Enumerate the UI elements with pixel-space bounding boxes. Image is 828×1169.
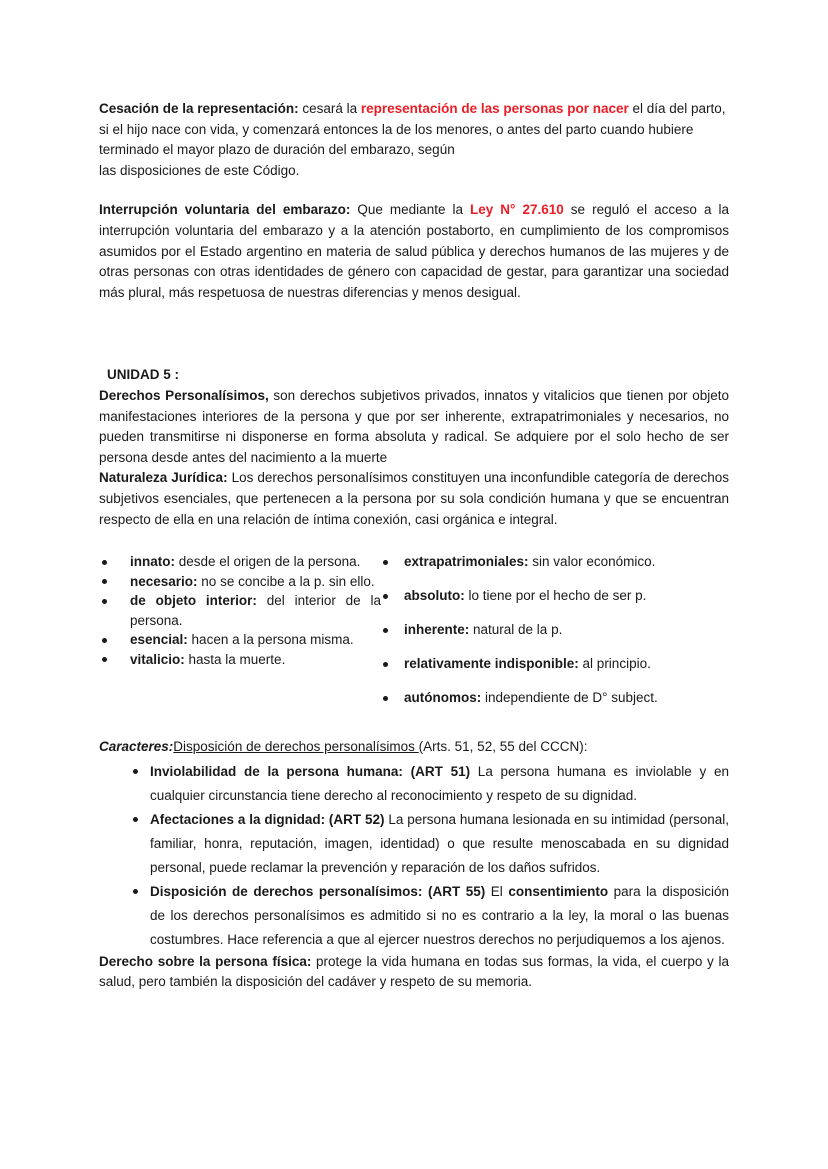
articulos-list	[99, 760, 729, 952]
articulo-desc: La persona humana es inviolable y en cualquier circunstancia tiene derecho al reconocimiento y respeto de su dignidad.	[150, 763, 729, 803]
cesacion-red-highlight: representación de las personas por nacer	[360, 101, 629, 116]
term-label: relativamente indisponible:	[404, 656, 579, 672]
interrupcion-heading: Interrupción voluntaria del embarazo:	[99, 202, 351, 218]
caracteristicas-left-list	[99, 552, 381, 669]
spacer	[99, 181, 729, 200]
caracteres-underlined: Disposición de derechos personalísimos	[173, 739, 419, 755]
paragraph-naturaleza-juridica	[99, 468, 729, 530]
caracteres-line	[99, 737, 729, 758]
derecho-persona-fisica-heading: Derecho sobre la persona física:	[99, 953, 312, 969]
term-label: vitalicio:	[130, 651, 185, 667]
list-item	[99, 572, 381, 592]
naturaleza-juridica-text: Los derechos personalísimos constituyen una inconfundible categoría de derechos subjetivos esenciales, que pertenecen a la persona por su sola condición humana y que se encuentran respecto de ella en una relación de íntima conexión, casi orgánica e integral.	[99, 470, 729, 527]
term-desc: natural de la p.	[469, 622, 563, 638]
spacer	[99, 722, 729, 737]
list-item	[99, 650, 381, 670]
list-item	[99, 880, 729, 952]
cesacion-text-after: el día del parto, si el hijo nace con vida, y comenzará entonces la de los menores, o antes del parto cuando hubiere terminado el mayor plazo de duración del embarazo, según	[99, 101, 726, 158]
caracteristicas-columns	[99, 552, 729, 722]
term-label: autónomos:	[404, 690, 482, 706]
derechos-personalisimos-text: son derechos subjetivos privados, innatos y vitalicios que tienen por objeto manifestaciones interiores de la persona y que por ser inherente, extrapatrimoniales y necesarios, no pueden transmitirse ni disponerse en forma absoluta y radical. Se adquiere por el solo hecho de ser persona desde antes del nacimiento a la muerte	[99, 387, 729, 465]
list-item	[99, 591, 381, 630]
caracteristicas-right-list	[381, 552, 729, 708]
term-desc: independiente de D° subject.	[481, 690, 658, 706]
list-item	[99, 808, 729, 880]
unidad-title: UNIDAD 5 :	[107, 367, 180, 383]
paragraph-cesacion	[99, 99, 729, 181]
term-label: esencial:	[130, 632, 188, 648]
term-desc: desde el origen de la persona.	[175, 554, 361, 570]
articulo-desc-part1: El	[485, 883, 509, 899]
paragraph-interrupcion	[99, 200, 729, 303]
list-item	[381, 552, 729, 572]
derecho-persona-fisica-text: protege la vida humana en todas sus formas, la vida, el cuerpo y la salud, pero también la disposición del cadáver y respeto de su memoria.	[99, 953, 729, 990]
articulo-desc-bold: consentimiento	[508, 883, 609, 899]
list-item	[381, 620, 729, 640]
derechos-personalisimos-heading: Derechos Personalísimos,	[99, 387, 269, 403]
interrupcion-red-highlight: Ley N° 27.610	[470, 202, 564, 218]
list-item	[381, 586, 729, 606]
term-desc: no se concibe a la p. sin ello.	[197, 573, 375, 589]
articulo-term: Inviolabilidad de la persona humana: (ART 51)	[150, 763, 471, 779]
list-item	[99, 760, 729, 808]
list-item	[99, 552, 381, 572]
term-desc: lo tiene por el hecho de ser p.	[464, 588, 647, 604]
term-label: necesario:	[130, 573, 198, 589]
term-label: absoluto:	[404, 588, 465, 604]
naturaleza-juridica-heading: Naturaleza Jurídica:	[99, 470, 228, 486]
term-label: innato:	[130, 554, 175, 570]
caracteristicas-right-column	[381, 552, 729, 722]
articulo-desc-part2: para la disposición de los derechos personalísimos es admitido si no es contrario a la ley, la moral o las buenas costumbres. Hace referencia a que al ejercer nuestros derechos no perjudiquemos a los ajenos.	[150, 883, 729, 947]
cesacion-heading: Cesación de la representación:	[99, 101, 299, 116]
term-label: inherente:	[404, 622, 470, 638]
cesacion-text-before: cesará la	[298, 101, 361, 116]
list-item	[99, 630, 381, 650]
term-desc: hasta la muerte.	[184, 651, 286, 667]
articulo-term: Afectaciones a la dignidad: (ART 52)	[150, 811, 385, 827]
caracteres-tail: (Arts. 51, 52, 55 del CCCN):	[418, 739, 588, 755]
term-desc: al principio.	[578, 656, 651, 672]
articulo-desc: La persona humana lesionada en su intimidad (personal, familiar, honra, reputación, imagen, identidad) o que resulte menoscabada en su dignidad personal, puede reclamar la prevención y reparación de los daños sufridos.	[150, 811, 729, 875]
term-label: extrapatrimoniales:	[404, 554, 529, 570]
paragraph-derecho-persona-fisica	[99, 952, 729, 993]
interrupcion-text-before: Que mediante la	[350, 202, 471, 218]
articulo-term: Disposición de derechos personalísimos: (ART 55)	[150, 883, 486, 899]
list-item	[381, 688, 729, 708]
cesacion-last-line: las disposiciones de este Código.	[99, 162, 300, 178]
term-desc: sin valor económico.	[528, 554, 656, 570]
spacer	[99, 303, 729, 365]
term-label: de objeto interior:	[130, 593, 257, 609]
caracteres-label: Caracteres:	[99, 739, 174, 755]
caracteristicas-left-column	[99, 552, 381, 722]
interrupcion-text-after: se reguló el acceso a la interrupción voluntaria del embarazo y a la atención postaborto, en cumplimiento de los compromisos asumidos por el Estado argentino en materia de salud pública y derechos humanos de las mujeres y de otras personas con otras identidades de género con capacidad de gestar, para garantizar una sociedad más plural, más respetuosa de nuestras diferencias y menos desigual.	[99, 202, 729, 300]
list-item	[381, 654, 729, 674]
paragraph-derechos-personalisimos	[99, 386, 729, 468]
term-desc: hacen a la persona misma.	[187, 632, 354, 648]
document-body	[99, 99, 729, 993]
term-desc: del interior de la persona.	[130, 593, 382, 628]
